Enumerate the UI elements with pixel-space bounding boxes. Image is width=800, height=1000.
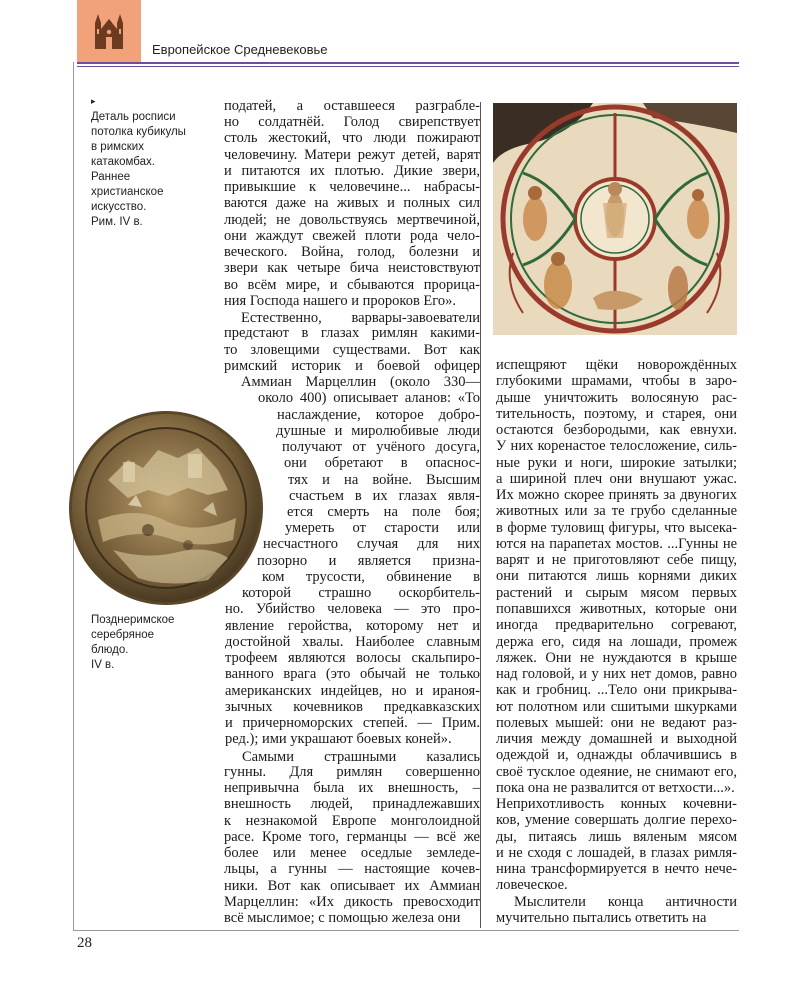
cathedral-icon <box>92 11 126 51</box>
text-line: попавшихся животных, которые они <box>496 601 738 617</box>
text-line: и не сходя с лошадей, в глазах римля- <box>496 845 737 861</box>
text-line: внешность людей, принадлежавших <box>224 796 480 812</box>
text-line: римский историк и боевой офицер <box>224 358 481 374</box>
text-line: ются на парапетах мостов. ...Гунны не <box>496 536 738 552</box>
text-line: но. Убийство человека — это про- <box>225 601 481 617</box>
text-line: дыше уничтожить волосяную рас- <box>496 390 738 406</box>
text-line: трофеем являются волосы скальпиро- <box>225 650 480 666</box>
text-line: душные и миролюбивые люди <box>276 423 480 439</box>
text-line: Мыслители конца античности <box>514 894 738 910</box>
caption-line: IV в. <box>91 659 115 671</box>
text-line: которой страшно оскорбитель- <box>242 585 481 601</box>
text-line: позорно и является призна- <box>257 553 481 569</box>
text-line: наслаждение, которое добро- <box>277 407 480 423</box>
text-line: то зловещими существами. Вот как <box>224 342 480 358</box>
text-line: Марцеллин: «Их дикость превосходит <box>224 894 480 910</box>
column-divider <box>480 102 481 928</box>
text-line: во всём мире, и сбываются прорица- <box>224 277 481 293</box>
caption-line: Рим. IV в. <box>91 216 143 228</box>
text-line: всё мыслимое; с помощью железа они <box>224 910 461 926</box>
text-line: ные руки и ноги, широкие затылки; <box>496 455 737 471</box>
text-line: умереть от старости или <box>285 520 481 536</box>
text-line: ловеческое. <box>496 877 568 893</box>
text-line: растений и сырым мясом первых <box>496 585 738 601</box>
text-line: мучительно пытались ответить на <box>496 910 707 926</box>
text-line: гунны. Для римлян совершенно <box>224 764 480 780</box>
text-line: счастьем в их глазах явля- <box>289 488 480 504</box>
text-line: личия между домашней и выходной <box>496 731 738 747</box>
text-line: ляжек. Они не нуждаются в крыше <box>496 650 737 666</box>
text-line: животных или за те грубо сделанные <box>496 503 737 519</box>
text-line: ют полотном или сшитыми шкурками <box>496 699 737 715</box>
header-rule-thin <box>77 66 739 67</box>
header-rule <box>77 62 739 64</box>
text-line: зычных кочевников предкавказских <box>225 699 481 715</box>
section-title: Европейское Средневековье <box>152 42 328 57</box>
text-line: веческого. Война, голод, болезни и <box>224 244 480 260</box>
caption-line: христианское <box>91 186 164 198</box>
text-line: столь жестокий, что люди пожирают <box>224 130 481 146</box>
text-line: и причерноморских степей. — Прим. <box>225 715 480 731</box>
text-line: непривычна была их внешность, – <box>224 780 480 796</box>
text-line: Аммиан Марцеллин (около 330— <box>241 374 480 390</box>
text-line: своё тусклое одеяние, не снимают его, <box>496 764 738 780</box>
text-line: податей, а оставшееся разграбле- <box>224 98 480 114</box>
text-line: тительность, поэтому, и старея, они <box>496 406 737 422</box>
text-line: как и гробниц. ...Тело они прикрыва- <box>496 682 738 698</box>
text-line: полевых мышей: они не ведают раз- <box>496 715 738 731</box>
text-line: несчастного случая для них <box>263 536 480 552</box>
text-line: но солдатнёй. Голод свирепствует <box>224 114 481 130</box>
text-line: тях и на войне. Высшим <box>288 472 481 488</box>
text-line: ком трусости, обвинение в <box>262 569 480 585</box>
plate-caption <box>91 613 174 673</box>
caption-marker-icon: ▸ <box>91 97 96 107</box>
text-line: и питаются их плотью. Дикие звери, <box>224 163 480 179</box>
text-line: ков, умение совершать долгие перехо- <box>496 812 737 828</box>
text-line: предстают в глазах римлян какими- <box>224 325 480 341</box>
text-line: ваются даже на живых и полных сил <box>224 195 481 211</box>
text-line: привыкшие к человечине... набрасы- <box>224 179 481 195</box>
text-line: держа его, сидя на лошади, промеж <box>496 634 737 650</box>
text-line: к незнакомой Европе монголоидной <box>224 813 481 829</box>
text-line: людей; не довольствуясь мертвечиной, <box>224 212 480 228</box>
text-line: более или менее оседлые земледе- <box>224 845 481 861</box>
text-line: испещряют щёки новорождённых <box>496 357 737 373</box>
text-line: в форме туловищ фигуры, что высека- <box>496 520 738 536</box>
text-line: У них коренастое телосложение, силь- <box>496 438 737 454</box>
caption-line: катакомбах. <box>91 156 155 168</box>
caption-line: серебряное <box>91 629 155 641</box>
header-logo <box>77 0 141 62</box>
text-line: Естественно, варвары-завоеватели <box>241 310 480 326</box>
text-line: расе. Кроме того, германцы — всё же <box>224 829 480 845</box>
text-line: ется смерть на поле боя; <box>287 504 480 520</box>
text-line: явление геройства, которому нет и <box>225 618 481 634</box>
text-line: одеждой и, однажды облачившись в <box>496 747 737 763</box>
text-line: ды, питаясь лишь вяленым мясом <box>496 829 737 845</box>
fresco-caption <box>91 110 186 230</box>
text-line: Их можно скорее принять за двуногих <box>496 487 738 503</box>
text-line: американских индейцев, но и ираноя- <box>225 683 480 699</box>
text-line: иногда предварительно согревают, <box>496 617 738 633</box>
text-line: Самыми страшными казались <box>242 749 481 765</box>
text-line: льцы, а гунны — настоящие кочев- <box>224 861 481 877</box>
caption-line: искусство. <box>91 201 147 213</box>
text-line: около 400) описывает аланов: «То <box>258 390 481 406</box>
text-line: ред.); ими украшают боевых коней». <box>225 731 452 747</box>
caption-line: блюдо. <box>91 644 129 656</box>
text-line: ния Господа нашего и пророков Его». <box>224 293 456 309</box>
page-number: 28 <box>77 935 92 951</box>
text-line: достойной хвалы. Наиболее славным <box>225 634 481 650</box>
text-line: ванного врага (это обычай не только <box>225 666 480 682</box>
text-line: варят и не приготовляют себе пищу, <box>496 552 738 568</box>
catacomb-fresco-image <box>493 103 737 335</box>
text-line: пока она не развалится от ветхости...». <box>496 780 735 796</box>
caption-line: Деталь росписи <box>91 111 176 123</box>
text-line: человечину. Матери режут детей, варят <box>224 147 481 163</box>
caption-line: в римских <box>91 141 144 153</box>
text-line: над головой, и у них нет домов, равно <box>496 666 738 682</box>
text-line: ники. Вот как описывает их Аммиан <box>224 878 480 894</box>
caption-line: потолка кубикулы <box>91 126 186 138</box>
page-frame-bottom <box>73 930 739 931</box>
text-line: они обретают в опаснос- <box>284 455 480 471</box>
caption-line: Раннее <box>91 171 131 183</box>
text-line: остаются безбородыми, как евнухи. <box>496 422 737 438</box>
silver-plate-image <box>68 410 264 606</box>
text-line: получают от учёного досуга, <box>282 439 480 455</box>
text-line: глубокими шрамами, чтобы в заро- <box>496 373 738 389</box>
text-line: а шириной плеч они внушают ужас. <box>496 471 738 487</box>
text-line: Неприхотливость конных кочевни- <box>496 796 737 812</box>
text-line: нина трансформируется в нечто нече- <box>496 861 738 877</box>
text-line: они питаются лишь корнями диких <box>496 568 738 584</box>
caption-line: Позднеримское <box>91 614 175 626</box>
text-line: они жаждут свежей плоти рода чело- <box>224 228 480 244</box>
text-line: звери как четыре бича неистовствуют <box>224 260 480 276</box>
